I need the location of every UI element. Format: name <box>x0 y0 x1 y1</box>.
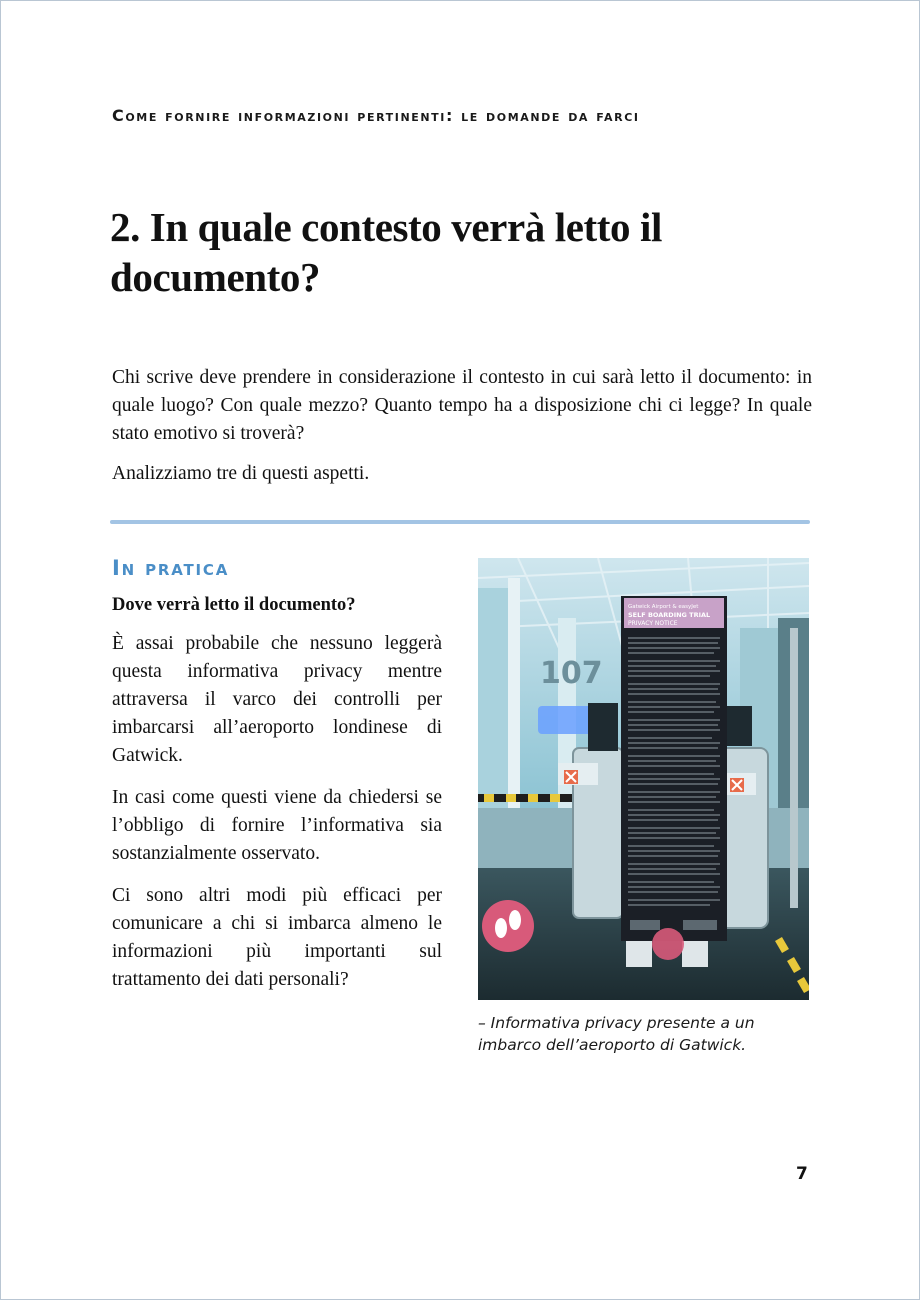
sign-line-1: Gatwick Airport & easyJet <box>628 604 699 610</box>
intro-paragraph: Chi scrive deve prendere in considerazione il contesto in cui sarà letto il documento: in quale luogo? Con quale mezzo? Quanto tempo ha a disposizione chi ci legge? In quale stato emotivo si troverà? <box>112 367 812 444</box>
page-number: 7 <box>796 1164 808 1184</box>
gatwick-gate-photo <box>478 558 809 1000</box>
sign-line-2: SELF BOARDING TRIAL <box>628 611 711 619</box>
intro-paragraph-2: Analizziamo tre di questi aspetti. <box>112 463 370 484</box>
practice-question: Dove verrà letto il documento? <box>112 595 356 615</box>
practice-paragraph-3: Ci sono altri modi più efficaci per comunicare a chi si imbarca almeno le informazioni più importanti sul trattamento dei dati personali? <box>112 885 442 990</box>
practice-paragraph-1: È assai probabile che nessuno leggerà questa informativa privacy mentre attraversa il varco dei controlli per imbarcarsi all’aeroporto londinese di Gatwick. <box>112 633 442 766</box>
page-title: 2. In quale contesto verrà letto il documento? <box>110 204 662 300</box>
sign-line-3: PRIVACY NOTICE <box>628 620 678 627</box>
in-pratica-label: In pratica <box>112 556 230 580</box>
gate-number: 107 <box>540 656 603 691</box>
photo-caption: – Informativa privacy presente a un imbarco dell’aeroporto di Gatwick. <box>478 1014 755 1054</box>
practice-paragraph-2: In casi come questi viene da chiedersi se l’obbligo di fornire l’informativa sia sostanzialmente osservato. <box>112 787 442 864</box>
running-head: Come fornire informazioni pertinenti: le domande da farci <box>112 106 640 125</box>
section-divider <box>110 520 810 524</box>
